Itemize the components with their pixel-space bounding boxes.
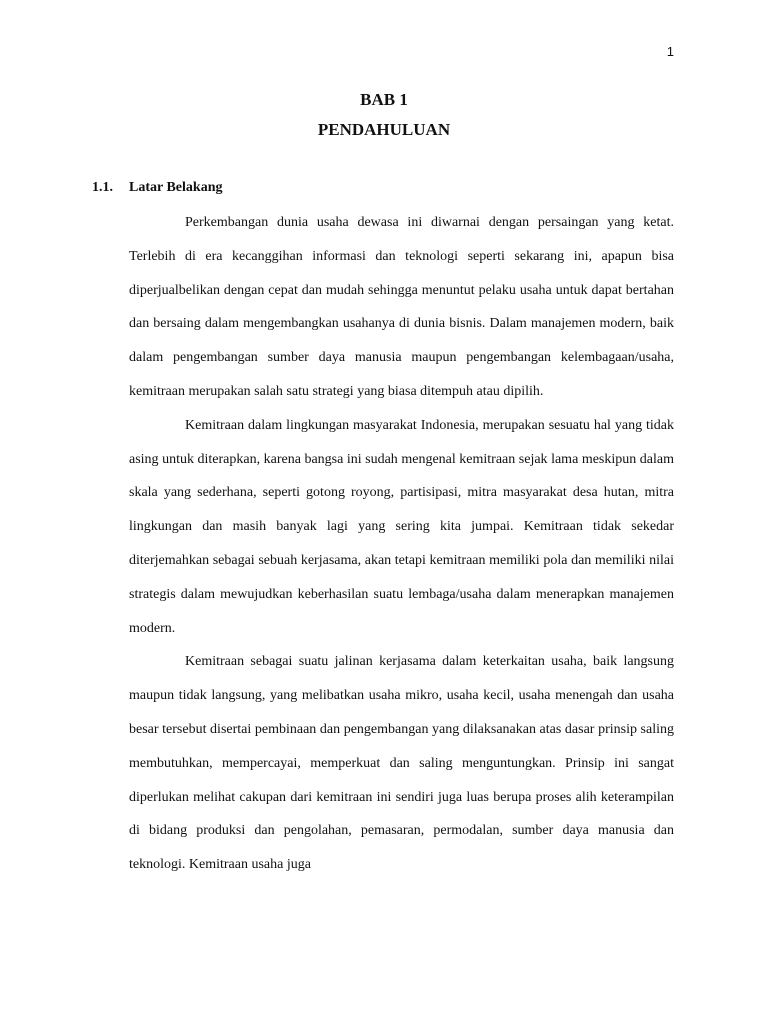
paragraph: Kemitraan dalam lingkungan masyarakat Indonesia, merupakan sesuatu hal yang tidak asing untuk diterapkan, karena bangsa ini sudah mengenal kemitraan sejak lama meskipun dalam skala yang sederhana, seperti gotong royong, partisipasi, mitra masyarakat desa hutan, mitra lingkungan dan masih banyak lagi yang sering kita jumpai. Kemitraan tidak sekedar diterjemahkan sebagai sebuah kerjasama, akan tetapi kemitraan memiliki pola dan memiliki nilai strategis dalam mewujudkan keberhasilan suatu lembaga/usaha dalam menerapkan manajemen modern. <box>129 417 674 636</box>
body-text <box>129 206 674 882</box>
page-number: 1 <box>666 44 674 59</box>
chapter-heading <box>0 84 768 146</box>
section-title: Latar Belakang <box>129 180 223 195</box>
paragraph: Perkembangan dunia usaha dewasa ini diwarnai dengan persaingan yang ketat. Terlebih di era kecanggihan informasi dan teknologi seperti sekarang ini, apapun bisa diperjualbelikan dengan cepat dan mudah sehingga menuntut pelaku usaha untuk dapat bertahan dan bersaing dalam mengembangkan usahanya di dunia bisnis. Dalam manajemen modern, baik dalam pengembangan sumber daya manusia maupun pengembangan kelembagaan/usaha, kemitraan merupakan salah satu strategi yang biasa ditempuh atau dipilih. <box>129 215 674 399</box>
paragraph: Kemitraan sebagai suatu jalinan kerjasama dalam keterkaitan usaha, baik langsung maupun tidak langsung, yang melibatkan usaha mikro, usaha kecil, usaha menengah dan usaha besar tersebut disertai pembinaan dan pengembangan yang dilaksanakan atas dasar prinsip saling membutuhkan, mempercayai, memperkuat dan saling menguntungkan. Prinsip ini sangat diperlukan melihat cakupan dari kemitraan ini sendiri juga luas berupa proses alih keterampilan di bidang produksi dan pengolahan, pemasaran, permodalan, sumber daya manusia dan teknologi. Kemitraan usaha juga <box>129 654 674 873</box>
section-heading <box>92 180 222 196</box>
section-number: 1.1. <box>92 180 113 195</box>
chapter-title: PENDAHULUAN <box>317 120 451 139</box>
chapter-label: BAB 1 <box>360 90 408 109</box>
